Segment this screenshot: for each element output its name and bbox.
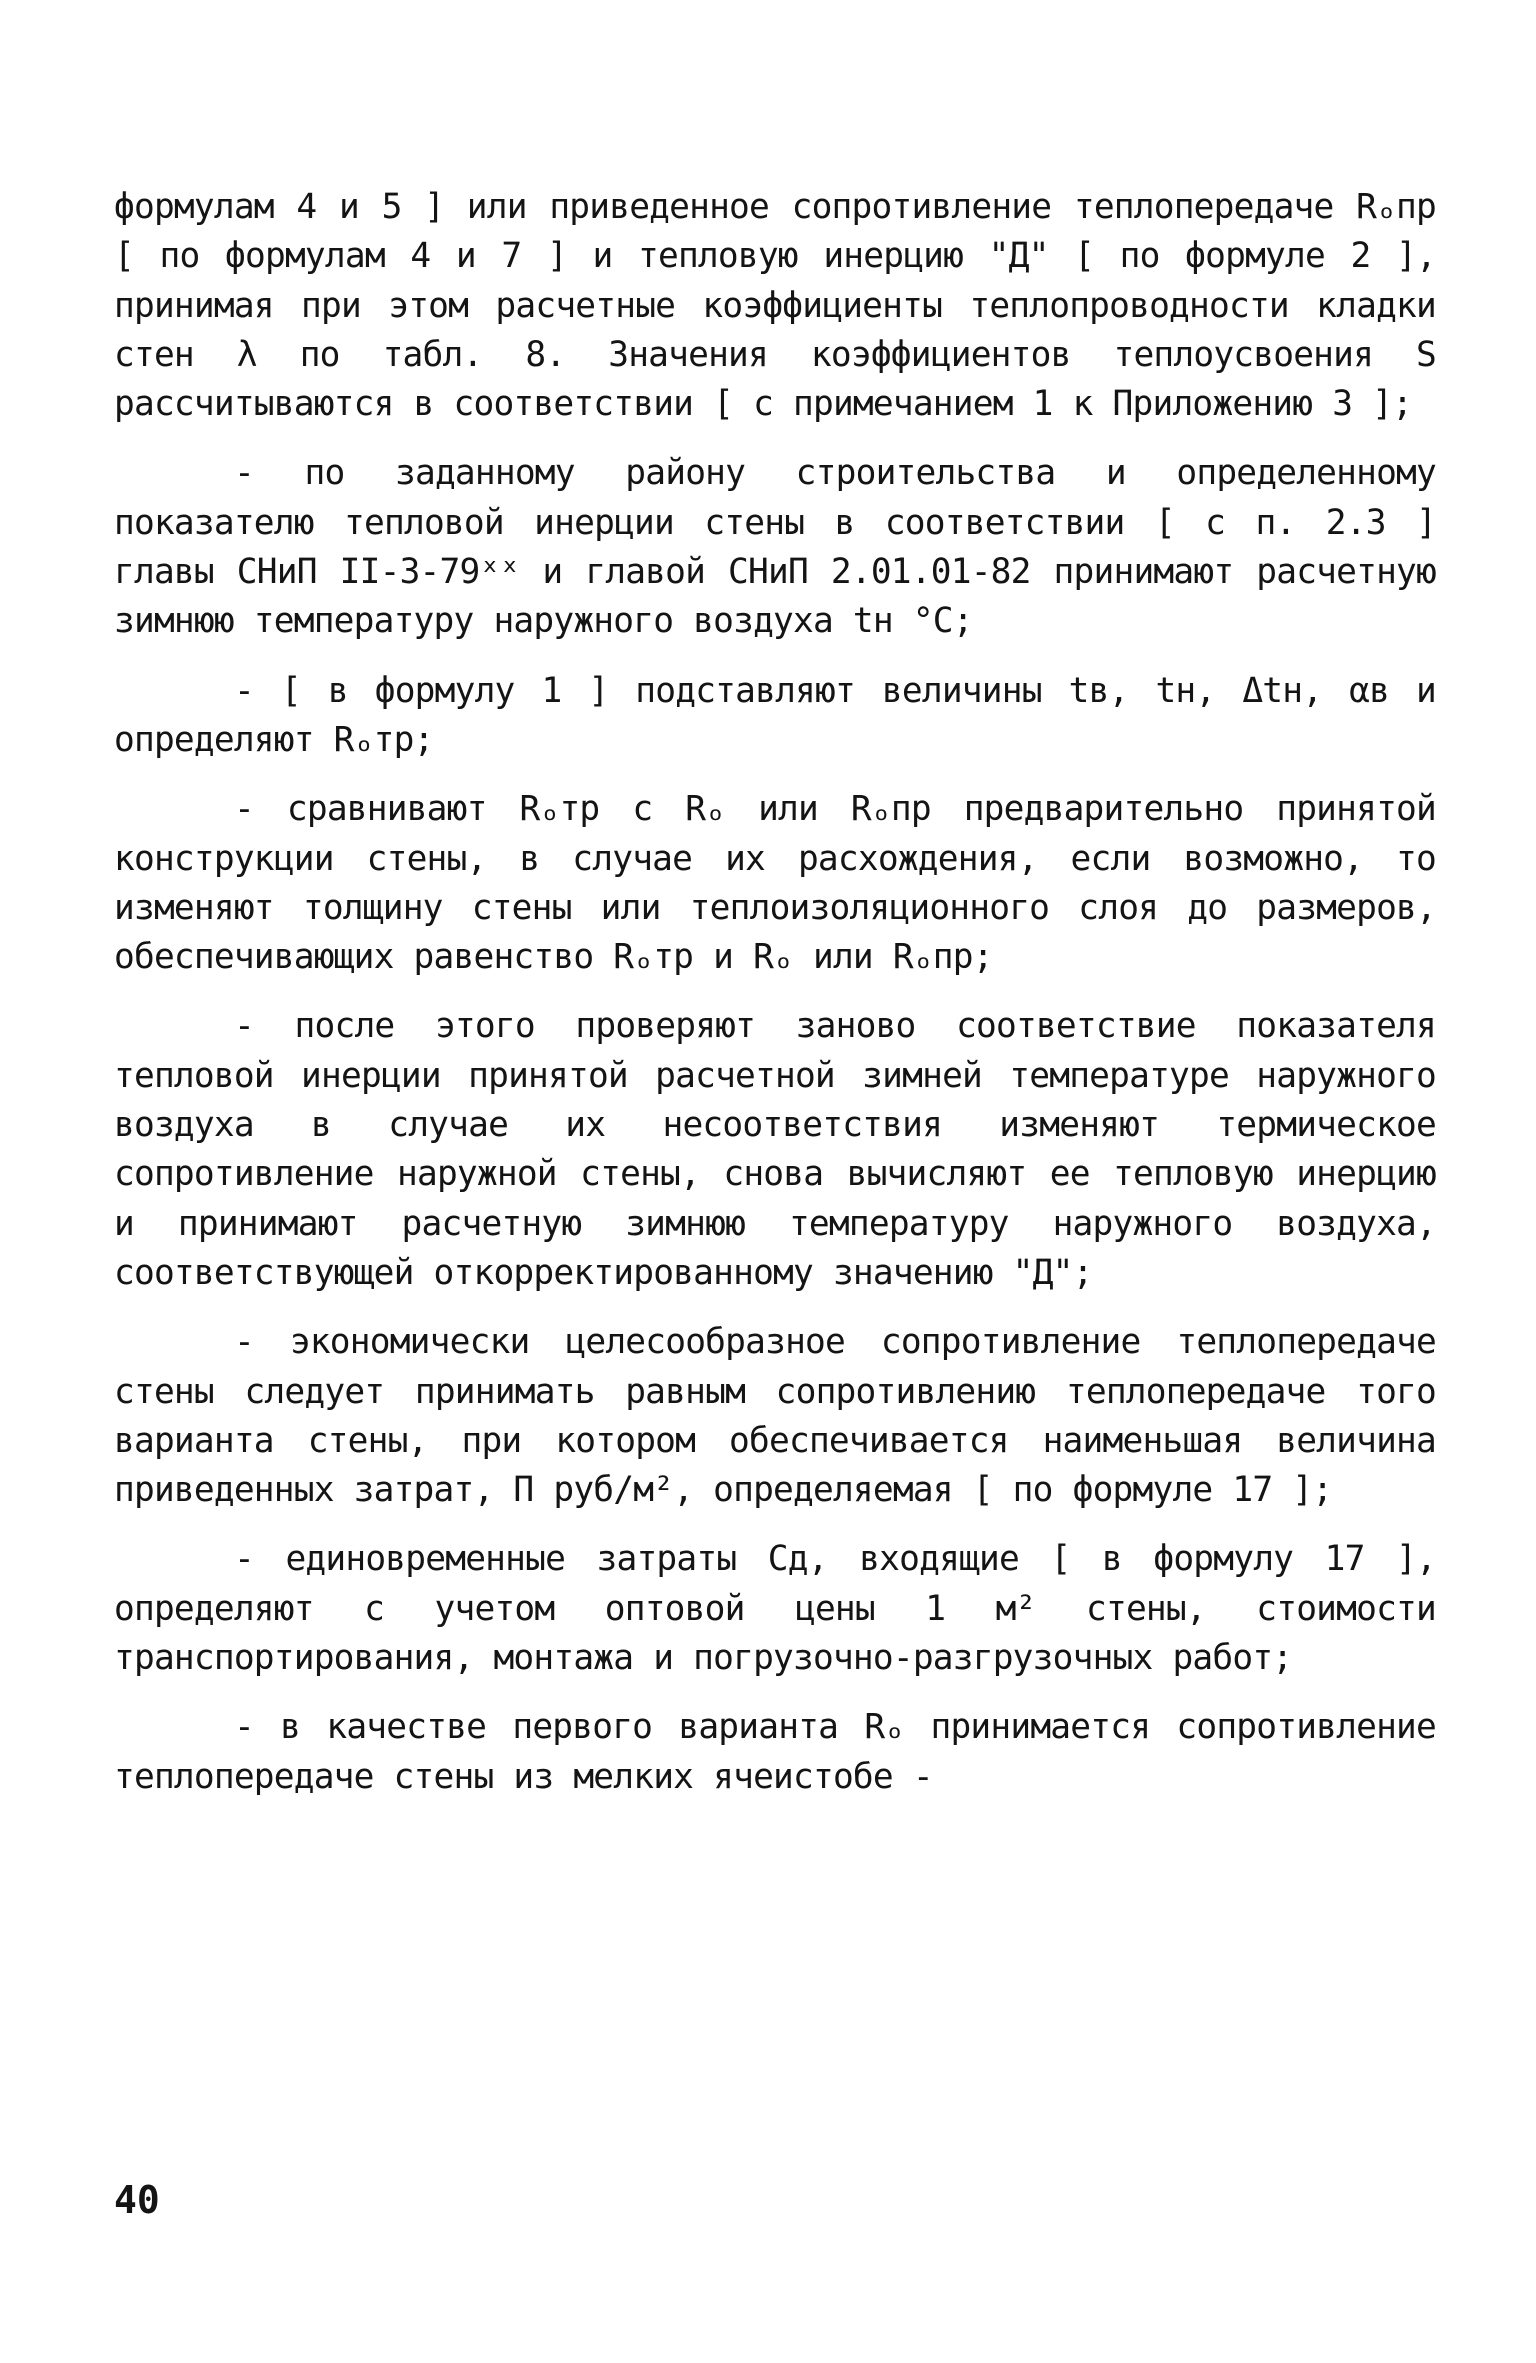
paragraph-2: - по заданному району строительства и определенному показателю тепловой инерции стены в соответствии [ с п. 2.3 ] главы СНиП II-3-79ˣˣ и главой СНиП 2.01.01-82 принимают расчетную зимнюю температуру наружного воздуха tн °С; — [114, 453, 1436, 642]
paragraph-6: - экономически целесообразное сопротивление теплопередаче стены следует принимать равным сопротивлению теплопередаче того варианта стены, при котором обеспечивается наименьшая величина приведенных затрат, П руб/м², определяемая [ по формуле 17 ]; — [114, 1322, 1436, 1511]
paragraph-7: - единовременные затраты Сд, входящие [ в формулу 17 ], определяют с учетом оптовой цены 1 м² стены, стоимости транспортирования, монтажа и погрузочно-разгрузочных работ; — [114, 1539, 1436, 1679]
body-text — [114, 183, 1436, 1802]
paragraph-1: формулам 4 и 5 ] или приведенное сопротивление теплопередаче Rₒпр [ по формулам 4 и 7 ] и тепловую инерцию "Д" [ по формуле 2 ], принимая при этом расчетные коэффициенты теплопроводности кладки стен λ по табл. 8. Значения коэффициентов теплоусвоения S рассчитываются в соответствии [ с примечанием 1 к Приложению 3 ]; — [114, 187, 1436, 425]
paragraph-3: - [ в формулу 1 ] подставляют величины tв, tн, Δtн, αв и определяют Rₒтр; — [114, 670, 1436, 760]
paragraph-8: - в качестве первого варианта Rₒ принимается сопротивление теплопередаче стены из мелких ячеистобе - — [114, 1707, 1436, 1797]
paragraph-4: - сравнивают Rₒтр с Rₒ или Rₒпр предварительно принятой конструкции стены, в случае их расхождения, если возможно, то изменяют толщину стены или теплоизоляционного слоя до размеров, обеспечивающих равенство Rₒтр и Rₒ или Rₒпр; — [114, 789, 1436, 978]
paragraph-5: - после этого проверяют заново соответствие показателя тепловой инерции принятой расчетной зимней температуре наружного воздуха в случае их несоответствия изменяют термическое сопротивление наружной стены, снова вычисляют ее тепловую инерцию и принимают расчетную зимнюю температуру наружного воздуха, соответствующей откорректированному значению "Д"; — [114, 1006, 1436, 1293]
page-number: 40 — [114, 2178, 160, 2222]
